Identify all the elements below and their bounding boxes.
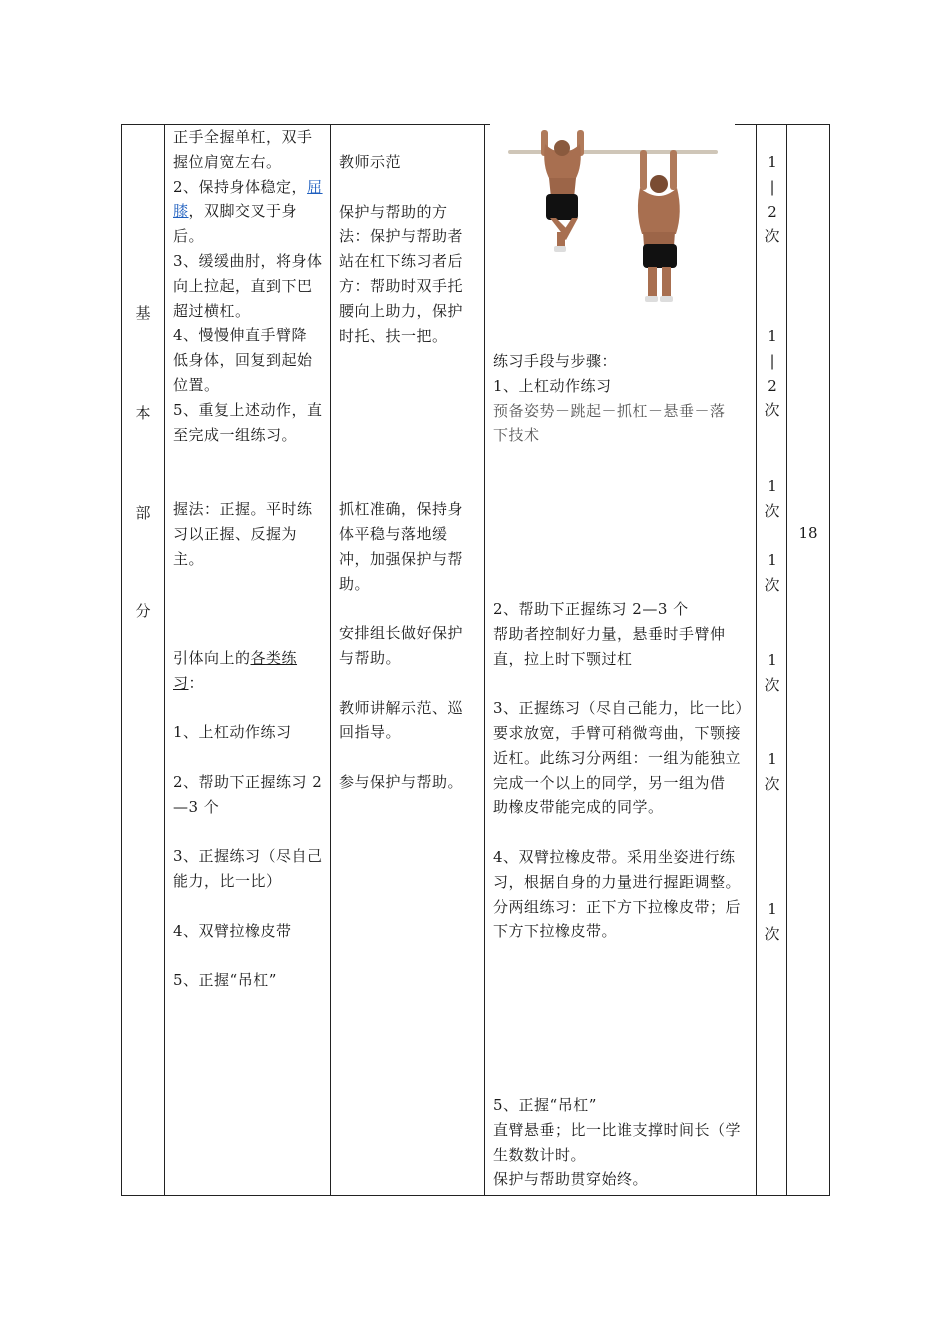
- content-line: —3 个: [173, 797, 220, 816]
- count-entry-6: [758, 747, 786, 797]
- qu-xi-link[interactable]: 膝: [173, 202, 189, 221]
- section-label-char-2: 本: [135, 404, 151, 422]
- count-entry-7: [758, 897, 786, 947]
- method-line: 下技术: [493, 426, 540, 445]
- content-line: 握位肩宽左右。: [173, 152, 282, 171]
- column-divider-1: [164, 124, 165, 1196]
- content-text: 引体向上的: [173, 648, 251, 667]
- method-line: 分两组练习：正下方下拉橡皮带；后: [493, 897, 742, 916]
- teacher-line: 法：保护与帮助者: [339, 227, 464, 246]
- method-line: 保护与帮助贯穿始终。: [493, 1170, 649, 1189]
- method-line: 1、上杠动作练习: [493, 376, 612, 395]
- content-line: 1、上杠动作练习: [173, 723, 292, 742]
- method-line: 习，根据自身的力量进行握距调整。: [493, 872, 742, 891]
- method-line: 练习手段与步骤：: [493, 352, 618, 370]
- content-line: 后。: [173, 227, 205, 246]
- content-line: [173, 671, 327, 696]
- teacher-line: 抓杠准确，保持身: [339, 500, 464, 519]
- pull-up-bar: [508, 150, 718, 154]
- section-label-char-3: 部: [135, 504, 151, 522]
- table-left-border: [121, 124, 122, 1196]
- pull-up-figures-icon: [500, 122, 725, 327]
- content-line: 3、正握练习（尽自己: [173, 847, 323, 866]
- content-text: 2、保持身体稳定，: [173, 177, 308, 196]
- method-line: 4、双臂拉橡皮带。采用坐姿进行练: [493, 847, 736, 866]
- teacher-line: 教师讲解示范、巡: [339, 698, 464, 717]
- teacher-column: [339, 150, 481, 795]
- count-text: 1: [767, 750, 777, 768]
- count-text: 1: [767, 153, 777, 171]
- teacher-line: 教师示范: [339, 153, 402, 171]
- content-line: 3、缓缓曲肘，将身体: [173, 251, 323, 270]
- count-text: 1: [767, 900, 777, 918]
- teacher-line: 体平稳与落地缓: [339, 524, 448, 543]
- figure-two: [638, 150, 680, 302]
- section-label-char-4: 分: [135, 602, 151, 620]
- count-text: 1: [767, 477, 777, 495]
- content-line: 4、慢慢伸直手臂降: [173, 326, 308, 345]
- content-line: [173, 199, 327, 224]
- content-line: 正手全握单杠，双手: [173, 128, 313, 146]
- count-text: 次: [764, 675, 780, 694]
- count-text: 2: [767, 376, 777, 395]
- content-line: [173, 175, 327, 200]
- table-right-border: [829, 124, 830, 1196]
- column-divider-4: [756, 124, 757, 1196]
- method-line: 2、帮助下正握练习 2—3 个: [493, 599, 689, 618]
- teacher-line: 时托、扶一把。: [339, 326, 448, 345]
- content-line: 2、帮助下正握练习 2: [173, 772, 323, 791]
- count-text: 次: [764, 575, 780, 594]
- content-line: [173, 646, 327, 671]
- content-line: 5、正握“吊杠”: [173, 971, 277, 990]
- method-line: 直，拉上时下颚过杠: [493, 649, 633, 668]
- content-line: 主。: [173, 549, 205, 568]
- count-text: 2: [767, 202, 777, 221]
- count-text: |: [769, 177, 775, 196]
- content-text: ：: [188, 673, 205, 692]
- content-line: 位置。: [173, 375, 220, 394]
- content-text: ，双脚交叉于身: [188, 202, 298, 221]
- content-line: 4、双臂拉橡皮带: [173, 921, 292, 940]
- teacher-line: 安排组长做好保护: [339, 624, 464, 643]
- underlined-text: 各类练: [250, 648, 298, 667]
- table-bottom-border: [121, 1195, 830, 1196]
- method-line: 生数数计时。: [493, 1145, 587, 1164]
- count-text: 次: [764, 501, 780, 520]
- content-column: [173, 125, 327, 993]
- teacher-line: 腰向上助力，保护: [339, 301, 464, 320]
- count-entry-3: [758, 474, 786, 524]
- method-line: 助橡皮带能完成的同学。: [493, 798, 664, 817]
- column-divider-5: [786, 124, 787, 1196]
- count-text: 1: [767, 651, 777, 669]
- content-line: 握法：正握。平时练: [173, 499, 313, 518]
- count-text: 1: [767, 327, 777, 345]
- teacher-line: 助。: [339, 574, 371, 593]
- content-line: 5、重复上述动作，直: [173, 400, 323, 419]
- teacher-line: 与帮助。: [339, 648, 402, 667]
- teacher-line: 方：帮助时双手托: [339, 276, 464, 295]
- content-line: 超过横杠。: [173, 301, 251, 320]
- teacher-line: 参与保护与帮助。: [339, 772, 464, 791]
- count-text: 次: [764, 924, 780, 943]
- count-entry-4: [758, 548, 786, 598]
- content-line: 低身体，回复到起始: [173, 351, 313, 370]
- underlined-text: 习: [173, 673, 189, 692]
- teacher-line: 保护与帮助的方: [339, 202, 448, 221]
- method-line: 3、正握练习（尽自己能力，比一比）: [493, 699, 752, 718]
- teacher-line: 冲，加强保护与帮: [339, 549, 464, 568]
- method-line: 直臂悬垂；比一比谁支撑时间长（学: [493, 1120, 742, 1139]
- count-entry-5: [758, 648, 786, 698]
- method-column: [493, 349, 755, 1192]
- method-line: 下方下拉橡皮带。: [493, 922, 618, 941]
- teacher-line: 站在杠下练习者后: [339, 252, 464, 271]
- column-divider-3: [484, 124, 485, 1196]
- count-text: 次: [764, 774, 780, 793]
- teacher-line: 回指导。: [339, 723, 402, 742]
- table-top-border-right: [735, 124, 830, 125]
- column-divider-2: [330, 124, 331, 1196]
- method-line: 预备姿势－跳起－抓杠－悬垂－落: [493, 401, 726, 420]
- count-text: 次: [764, 401, 780, 420]
- method-line: 帮助者控制好力量，悬垂时手臂伸: [493, 624, 726, 643]
- content-line: 向上拉起，直到下巴: [173, 276, 313, 295]
- count-entry-2: [758, 324, 786, 423]
- figure-one: [541, 130, 584, 252]
- content-line: 能力，比一比）: [173, 871, 282, 890]
- method-line: 5、正握“吊杠”: [493, 1095, 597, 1114]
- count-text: 次: [764, 227, 780, 246]
- method-line: 完成一个以上的同学，另一组为借: [493, 773, 726, 792]
- count-entry-1: [758, 150, 786, 249]
- content-line: 至完成一组练习。: [173, 425, 298, 444]
- time-minutes: 18: [798, 524, 818, 542]
- content-line: 习以正握、反握为: [173, 524, 298, 543]
- qu-xi-link[interactable]: 屈: [307, 177, 323, 196]
- count-text: |: [769, 351, 775, 370]
- count-text: 1: [767, 551, 777, 569]
- method-line: 要求放宽，手臂可稍微弯曲，下颚接: [493, 723, 742, 742]
- method-line: 近杠。此练习分两组：一组为能独立: [493, 748, 742, 767]
- section-label-char-1: 基: [135, 304, 151, 322]
